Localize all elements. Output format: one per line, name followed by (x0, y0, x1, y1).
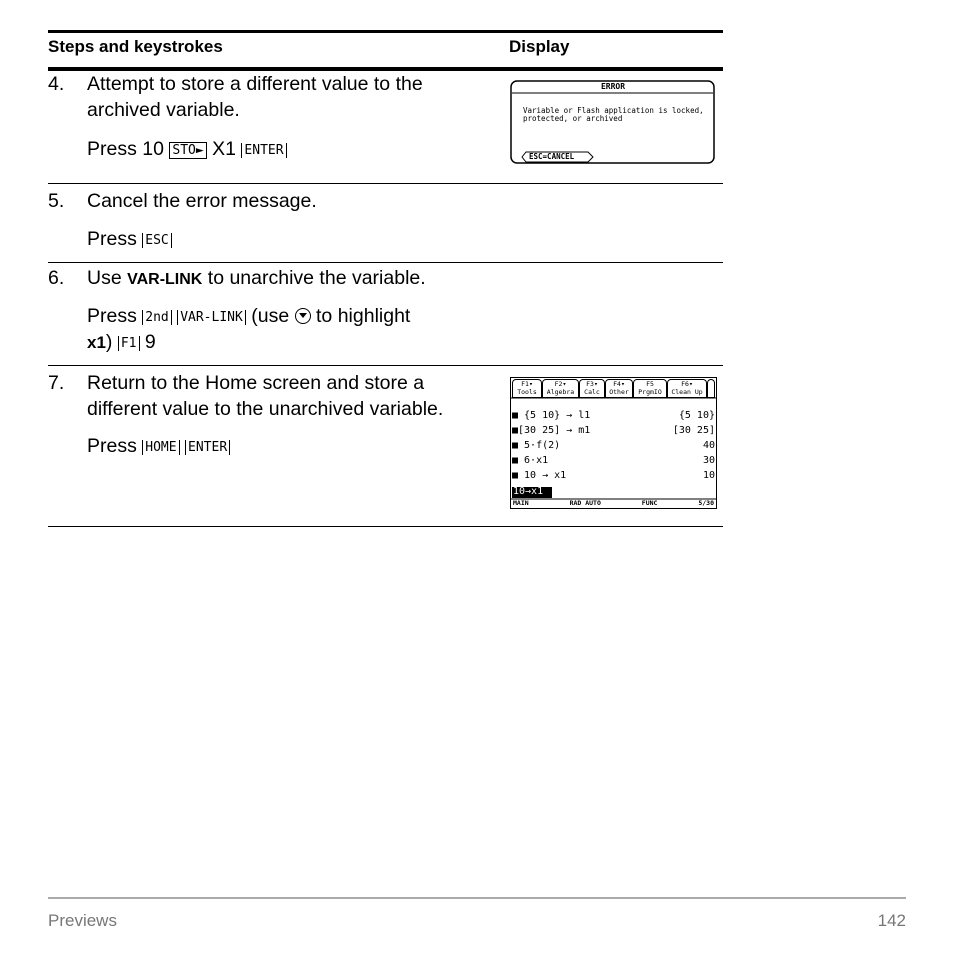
var-link-key: VAR-LINK (177, 310, 246, 325)
sto-key: STO► (169, 142, 206, 159)
row-divider (48, 183, 723, 184)
entry-line: 10→x1 (513, 486, 544, 497)
step-text: Attempt to store a different value to the archived variable. (87, 73, 423, 121)
tab-algebra: F2▾ Algebra (542, 379, 579, 398)
column-header-display: Display (509, 37, 570, 56)
toolbar (512, 379, 715, 398)
enter-key: ENTER (185, 440, 230, 455)
step-text: Use VAR-LINK to unarchive the variable. (87, 267, 426, 289)
step-text: Cancel the error message. (87, 190, 317, 212)
step-text: Return to the Home screen and store a different value to the unarchived variable. (87, 372, 444, 420)
bottom-rule (48, 526, 723, 527)
tab-prgmio: F5 PrgmIO (633, 379, 667, 398)
step-keystrokes: Press ESC (87, 226, 497, 252)
history-area (512, 408, 715, 483)
column-header-steps: Steps and keystrokes (48, 37, 223, 56)
status-line: MAIN RAD AUTO FUNC 5/30 (513, 499, 714, 507)
tab-clean-up: F6▾ Clean Up (667, 379, 707, 398)
home-screen (510, 377, 717, 509)
history-row: ■ {5 10} → l1 {5 10} (512, 410, 715, 421)
step-number: 7. (48, 372, 65, 394)
history-row: ■[30 25] → m1 [30 25] (512, 425, 715, 436)
tab-other: F4▾ Other (605, 379, 633, 398)
cursor-down-icon (295, 308, 311, 324)
tab-empty (707, 379, 715, 398)
step-keystrokes: Press HOME ENTER (87, 433, 497, 459)
row-divider (48, 262, 723, 263)
tab-tools: F1▾ Tools (512, 379, 542, 398)
step-keystrokes: Press 10 STO► X1 ENTER (87, 136, 497, 162)
enter-key: ENTER (241, 143, 286, 158)
row-divider (48, 365, 723, 366)
home-key: HOME (142, 440, 179, 455)
history-row: ■ 5·f(2) 40 (512, 440, 715, 451)
f1-key: F1 (118, 336, 140, 351)
esc-cancel-button: ESC=CANCEL (529, 152, 575, 161)
esc-key: ESC (142, 233, 171, 248)
error-title: ERROR (600, 82, 626, 91)
page-number: 142 (877, 911, 906, 930)
footer-section-name: Previews (48, 911, 117, 930)
footer-rule (48, 897, 906, 899)
step-number: 4. (48, 73, 65, 95)
history-row: ■ 10 → x1 10 (512, 470, 715, 481)
step-keystrokes: Press 2nd VAR-LINK (use to highlight x1) F1 9 (87, 305, 411, 353)
2nd-key: 2nd (142, 310, 171, 325)
step-number: 5. (48, 190, 65, 212)
tab-calc: F3▾ Calc (579, 379, 605, 398)
history-row: ■ 6·x1 30 (512, 455, 715, 466)
top-rule (48, 30, 723, 33)
error-screen (510, 80, 716, 165)
error-message: Variable or Flash application is locked, protected, or archived (523, 106, 704, 123)
step-number: 6. (48, 267, 65, 289)
